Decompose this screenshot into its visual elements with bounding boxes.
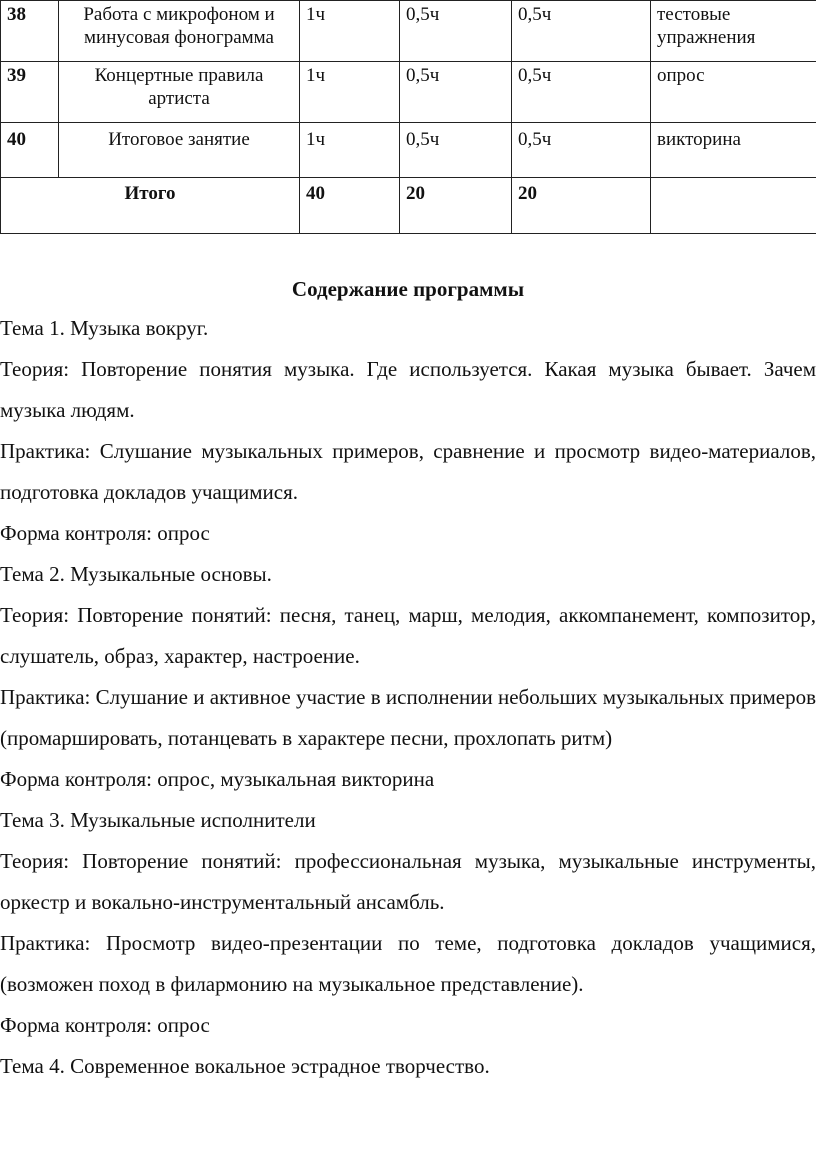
control-form-line: Форма контроля: опрос, музыкальная викторина bbox=[0, 767, 435, 791]
row-theory-hours: 0,5ч bbox=[400, 62, 512, 123]
row-control-form: опрос bbox=[651, 62, 816, 123]
table-row bbox=[1, 123, 816, 178]
row-number: 40 bbox=[1, 123, 59, 178]
topic-heading: Тема 4. Современное вокальное эстрадное творчество. bbox=[0, 1054, 490, 1078]
topic-heading: Тема 1. Музыка вокруг. bbox=[0, 316, 209, 340]
totals-label: Итого bbox=[1, 178, 300, 234]
totals-total-hours: 40 bbox=[300, 178, 400, 234]
totals-control-form bbox=[651, 178, 816, 234]
row-practice-hours: 0,5ч bbox=[512, 123, 651, 178]
practice-paragraph: Практика: Слушание музыкальных примеров, сравнение и просмотр видео-материалов, подготовка докладов учащимися. bbox=[0, 439, 816, 504]
totals-row bbox=[1, 178, 816, 234]
practice-paragraph: Практика: Просмотр видео-презентации по теме, подготовка докладов учащимися, (возможен поход в филармонию на музыкальное представление). bbox=[0, 931, 816, 996]
row-total-hours: 1ч bbox=[300, 62, 400, 123]
row-practice-hours: 0,5ч bbox=[512, 1, 651, 62]
totals-theory-hours: 20 bbox=[400, 178, 512, 234]
topic-heading: Тема 3. Музыкальные исполнители bbox=[0, 808, 316, 832]
control-form-line: Форма контроля: опрос bbox=[0, 521, 210, 545]
theory-paragraph: Теория: Повторение понятий: песня, танец, марш, мелодия, аккомпанемент, композитор, слушатель, образ, характер, настроение. bbox=[0, 603, 816, 668]
row-topic: Концертные правила артиста bbox=[59, 62, 300, 123]
row-topic: Работа с микрофоном и минусовая фонограмма bbox=[59, 1, 300, 62]
row-control-form: викторина bbox=[651, 123, 816, 178]
row-total-hours: 1ч bbox=[300, 123, 400, 178]
control-form-line: Форма контроля: опрос bbox=[0, 1013, 210, 1037]
practice-paragraph: Практика: Слушание и активное участие в исполнении небольших музыкальных примеров (промаршировать, потанцевать в характере песни, прохлопать ритм) bbox=[0, 685, 816, 750]
table-row bbox=[1, 62, 816, 123]
row-practice-hours: 0,5ч bbox=[512, 62, 651, 123]
row-total-hours: 1ч bbox=[300, 1, 400, 62]
program-content bbox=[0, 271, 816, 1087]
row-theory-hours: 0,5ч bbox=[400, 1, 512, 62]
theory-paragraph: Теория: Повторение понятия музыка. Где используется. Какая музыка бывает. Зачем музыка людям. bbox=[0, 357, 816, 422]
row-topic: Итоговое занятие bbox=[59, 123, 300, 178]
row-number: 39 bbox=[1, 62, 59, 123]
row-control-form: тестовые упражнения bbox=[651, 1, 816, 62]
table-row bbox=[1, 1, 816, 62]
row-theory-hours: 0,5ч bbox=[400, 123, 512, 178]
topic-heading: Тема 2. Музыкальные основы. bbox=[0, 562, 272, 586]
totals-practice-hours: 20 bbox=[512, 178, 651, 234]
lesson-plan-table bbox=[0, 0, 816, 234]
row-number: 38 bbox=[1, 1, 59, 62]
theory-paragraph: Теория: Повторение понятий: профессиональная музыка, музыкальные инструменты, оркестр и вокально-инструментальный ансамбль. bbox=[0, 849, 816, 914]
section-title: Содержание программы bbox=[291, 277, 525, 301]
